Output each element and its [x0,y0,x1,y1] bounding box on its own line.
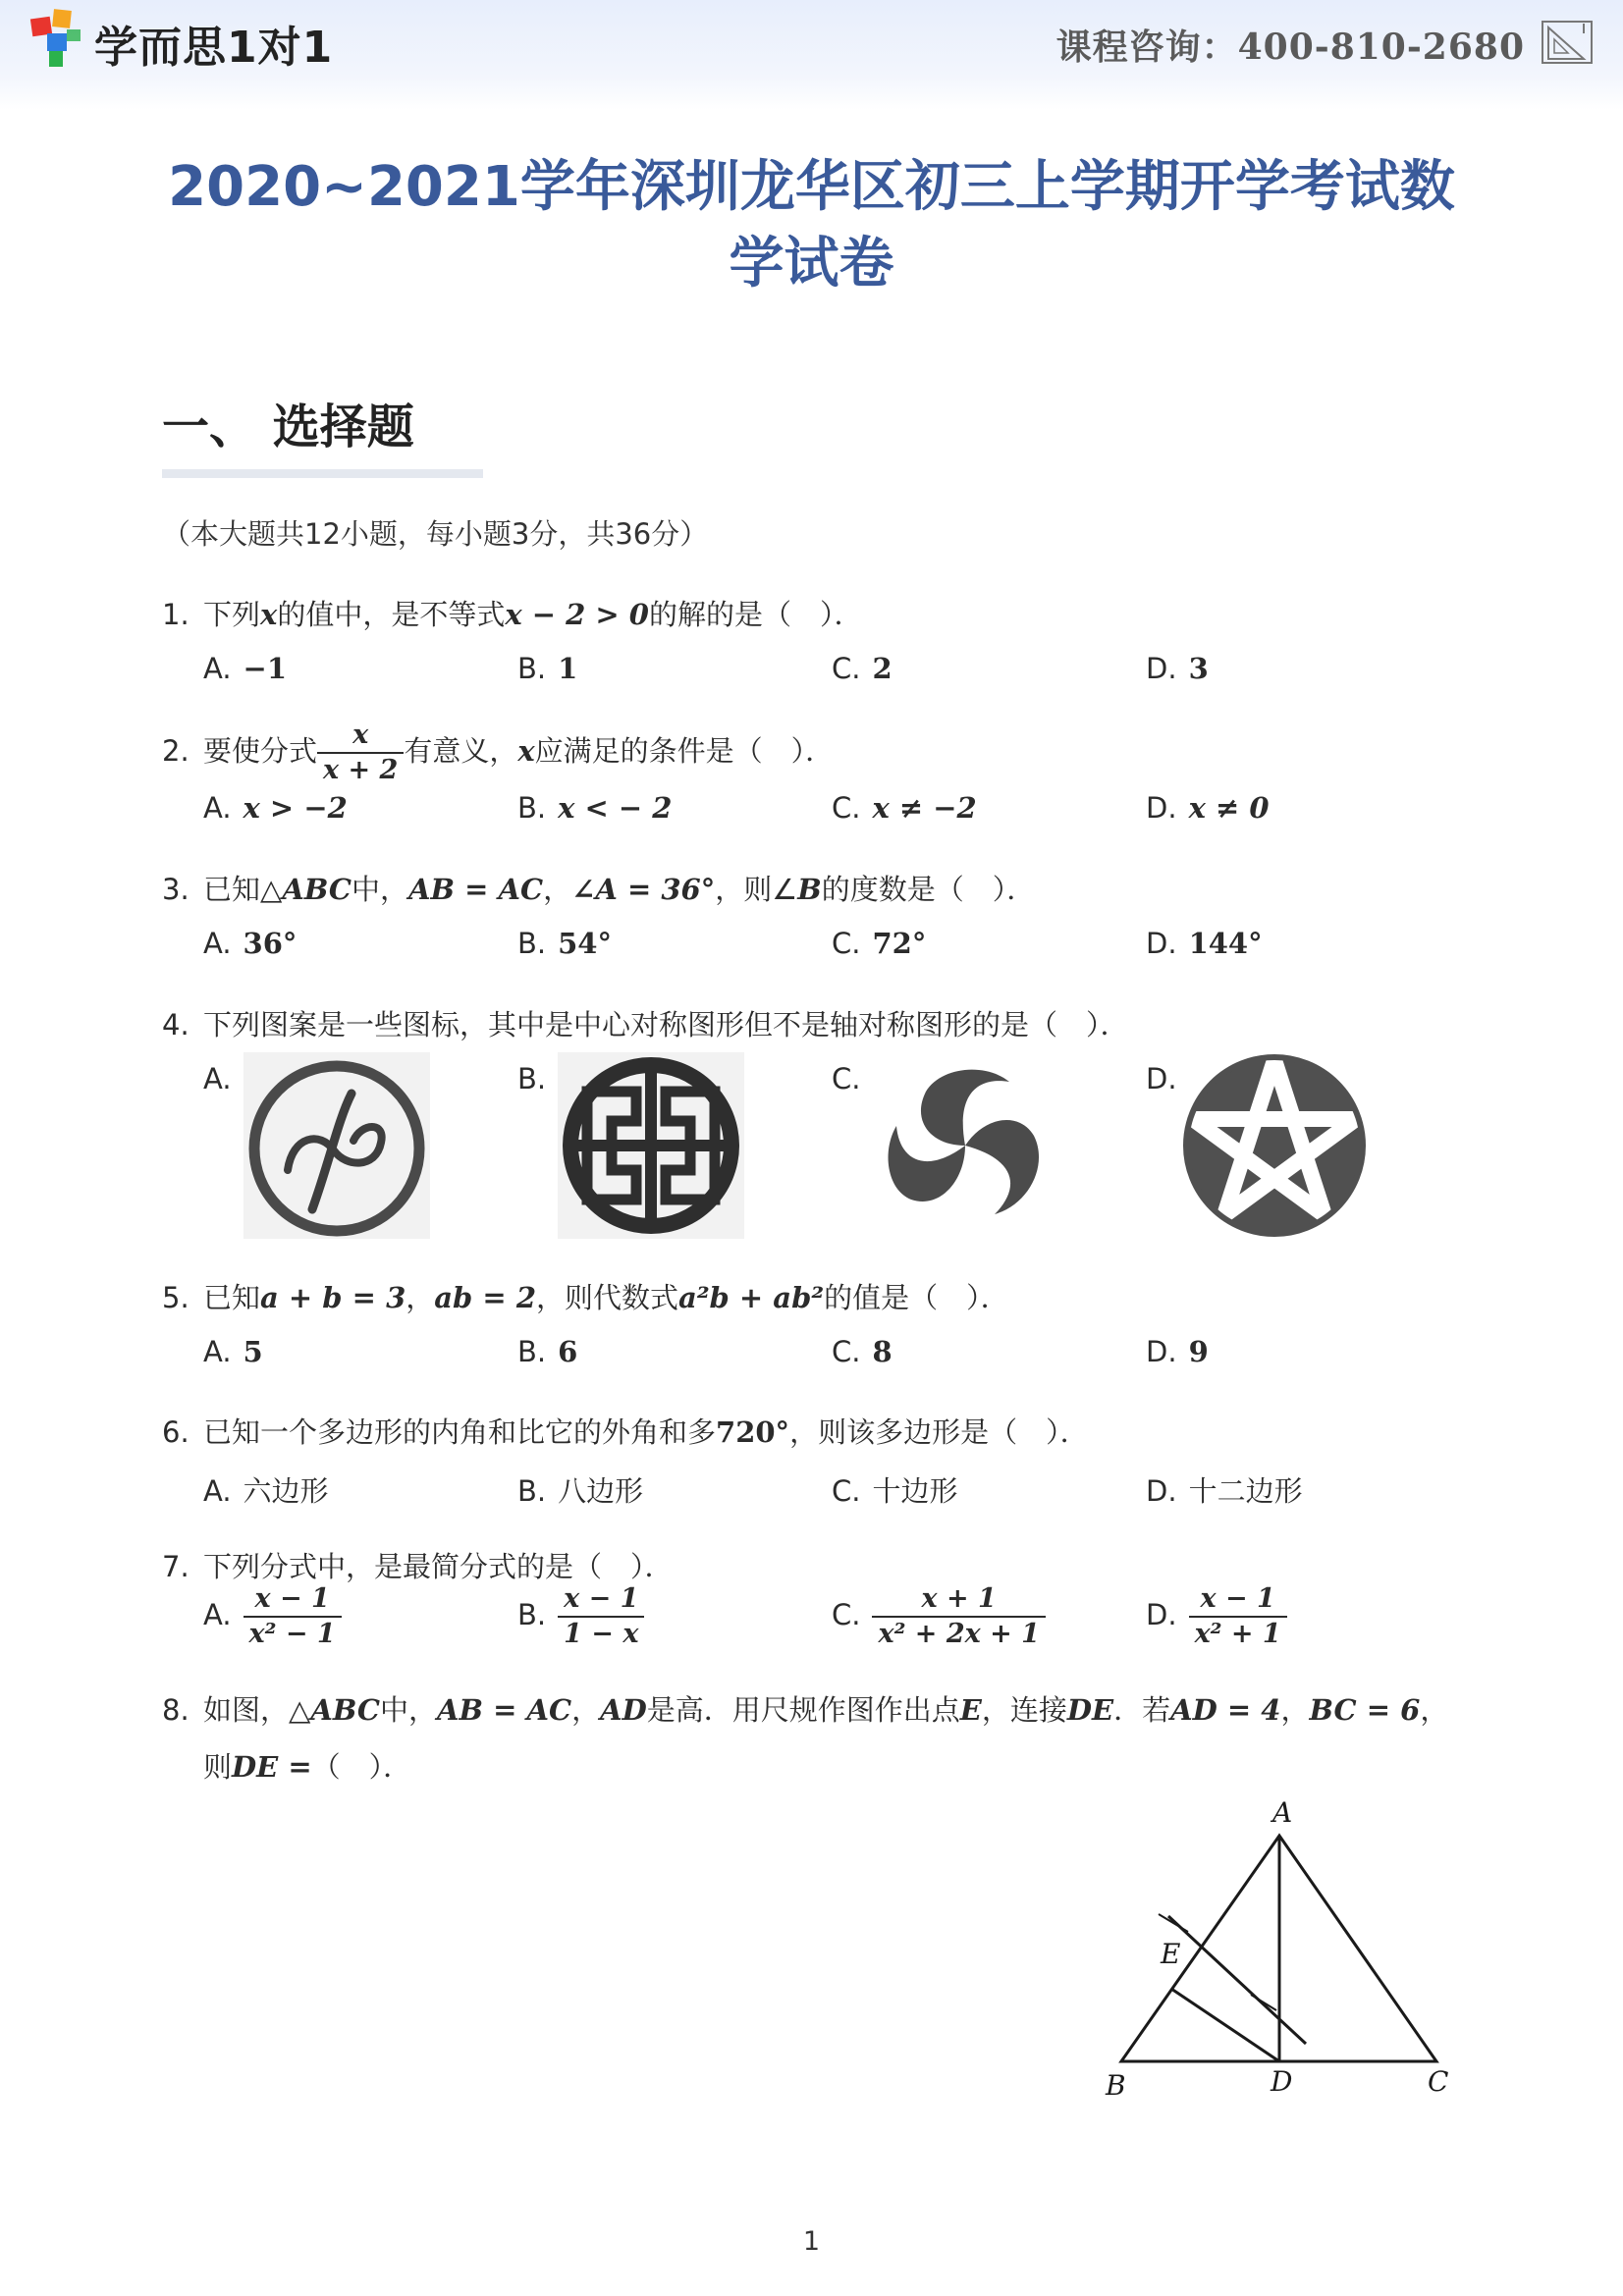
question-5: 5. 已知a + b = 3，ab = 2，则代数式a²b + ab²的值是（ ）． [162,1281,1009,1314]
question-4: 4. 下列图案是一些图标，其中是中心对称图形但不是轴对称图形的是（ ）． [162,1008,1129,1041]
q1-option-b: B. 1 [517,652,578,685]
logo-mark-icon [29,8,84,69]
pentagram-icon [1181,1052,1368,1239]
question-6: 6. 已知一个多边形的内角和比它的外角和多720°，则该多边形是（ ）． [162,1415,1089,1449]
q1-option-d: D. 3 [1146,652,1209,685]
q2-fraction: $\frac{x}{x + 2}$ [317,719,404,787]
section-note: （本大题共12小题，每小题3分，共36分） [162,517,709,551]
q4-option-b-label: B. [517,1062,547,1095]
q5-option-b: B. 6 [517,1335,578,1368]
construction-line [1168,1916,1306,2044]
label-e: E [1161,1938,1181,1970]
question-1: 1. 下列x的值中，是不等式x − 2 > 0的解的是（ ）． [162,598,863,631]
q4-option-a-label: A. [203,1062,232,1095]
q6-option-d: D. 十二边形 [1146,1474,1303,1508]
q5-option-c: C. 8 [832,1335,893,1368]
triangle-figure [1090,1796,1483,2101]
segment-de [1171,1989,1279,2061]
q1-option-a: A. −1 [203,652,288,685]
q2-option-a: A. x > −2 [203,791,348,825]
q2-option-c: C. x ≠ −2 [832,791,977,825]
q7-option-b: B. $\frac{x - 1}{1 - x}$ [517,1582,644,1651]
arc-mark-2 [1251,1995,1276,2010]
exam-title-line2: 学试卷 [729,232,894,295]
q1-option-c: C. 2 [832,652,893,685]
q3-option-b: B. 54° [517,927,612,960]
label-b: B [1106,2069,1126,2101]
q4-option-d-label: D. [1146,1062,1177,1095]
label-a: A [1272,1796,1293,1829]
section-heading: 一、 选择题 [162,400,414,454]
q6-option-a: A. 六边形 [203,1474,329,1508]
q5-option-d: D. 9 [1146,1335,1209,1368]
question-8-line2: 则DE =（ ）． [203,1750,412,1784]
brush-circle-icon [243,1052,430,1239]
q5-option-a: A. 5 [203,1335,263,1368]
question-3: 3. 已知△ABC中，AB = AC，∠A = 36°，则∠B的度数是（ ）． [162,873,1036,906]
label-d: D [1271,2065,1293,2098]
q3-option-c: C. 72° [832,927,927,960]
page-header [0,0,1623,110]
question-2: 2. 要使分式 $\frac{x}{x + 2}$ 有意义，x应满足的条件是（ ）． [162,720,835,785]
q7-option-a: A. $\frac{x - 1}{\text{x² − 1}}$ [203,1582,342,1651]
page-number: 1 [802,2226,821,2257]
exam-title-line1: 2020~2021学年深圳龙华区初三上学期开学考试数 [168,155,1455,219]
hotline-text: 课程咨询：400-810-2680 [1055,27,1525,68]
logo [29,8,412,77]
arc-mark-1 [1159,1914,1188,1932]
logo-text: 学而思1对1 [94,23,334,73]
question-7: 7. 下列分式中，是最简分式的是（ ）． [162,1550,674,1583]
q2-option-d: D. x ≠ 0 [1146,791,1270,825]
label-c: C [1428,2065,1449,2098]
q7-option-c: C. $\frac{x + 1}{\text{x² + 2x + 1}}$ [832,1582,1046,1651]
q4-option-c-label: C. [832,1062,861,1095]
swirl-icon [872,1052,1058,1239]
maze-circle-icon [558,1052,744,1239]
q7-option-d: D. $\frac{x - 1}{\text{x² + 1}}$ [1146,1582,1287,1651]
q3-option-d: D. 144° [1146,927,1263,960]
q3-option-a: A. 36° [203,927,298,960]
section-underline [162,469,483,478]
q6-option-c: C. 十边形 [832,1474,958,1508]
ruler-triangle-icon [1541,18,1594,67]
exam-title [157,149,1466,302]
question-8: 8. 如图，△ABC中，AB = AC，AD是高．用尺规作图作出点E，连接DE．若AD = 4，BC = 6， [162,1693,1449,1727]
q2-option-b: B. x < − 2 [517,791,673,825]
q6-option-b: B. 八边形 [517,1474,644,1508]
